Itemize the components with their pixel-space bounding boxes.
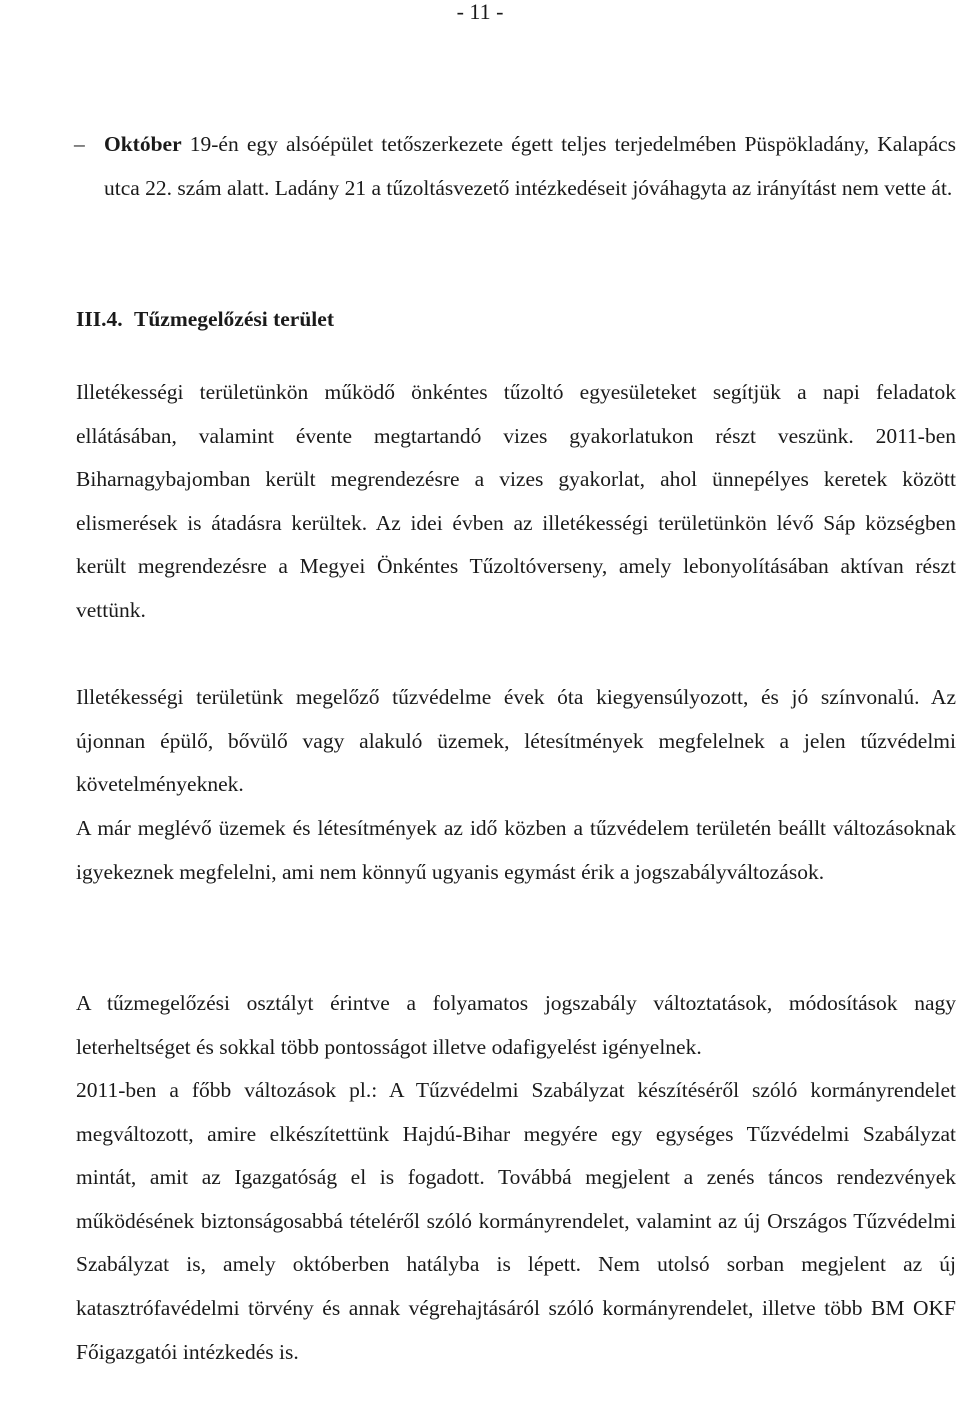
- section-number: III.4.: [76, 307, 123, 331]
- bullet-dash: –: [74, 132, 85, 156]
- bullet-text: [104, 123, 956, 210]
- bullet-lead: Október: [104, 132, 182, 156]
- page-number: - 11 -: [456, 0, 504, 24]
- bullet-item-october: [74, 123, 956, 210]
- section-title: Tűzmegelőzési terület: [134, 307, 334, 331]
- bullet-body: 19-én egy alsóépület tetőszerkezete égett teljes terjedelmében Püspökladány, Kalapács utca 22. szám alatt. Ladány 21 a tűzoltásvezető intézkedéseit jóváhagyta az irányítást nem vette át.: [104, 132, 956, 200]
- section-heading: [76, 298, 956, 341]
- paragraph-department-workload: A tűzmegelőzési osztályt érintve a folyamatos jogszabály változtatások, módosítások nagy leterheltséget és sokkal több pontosságot illetve odafigyelést igényelnek.: [76, 991, 956, 1059]
- paragraph-existing-facilities: A már meglévő üzemek és létesítmények az idő közben a tűzvédelem területén beállt változásoknak igyekeznek megfelelni, ami nem könnyű ugyanis egymást érik a jogszabályváltozások.: [76, 816, 956, 884]
- paragraph-2011-changes: 2011-ben a főbb változások pl.: A Tűzvédelmi Szabályzat készítéséről szóló kormányrendelet megváltozott, amire elkészítettünk Hajdú-Bihar megyére egy egységes Tűzvédelmi Szabályzat mintát, amit az Igazgatóság el is fogadott. Továbbá megjelent a zenés táncos rendezvények működésének biztonságosabbá tételéről szóló kormányrendelet, valamint az új Országos Tűzvédelmi Szabályzat is, amely októberben hatályba is lépett. Nem utolsó sorban megjelent az új katasztrófavédelmi törvény és annak végrehajtásáról szóló kormányrendelet, illetve több BM OKF Főigazgatói intézkedés is.: [76, 1078, 956, 1364]
- paragraph-volunteer-associations: Illetékességi területünkön működő önkéntes tűzoltó egyesületeket segítjük a napi feladatok ellátásában, valamint évente megtartandó vizes gyakorlatukon részt veszünk. 2011-ben Biharnagybajomban került megrendezésre a vizes gyakorlat, ahol ünnepélyes keretek között elismerések is átadásra kerültek. Az idei évben az illetékességi területünkön lévő Sáp községben került megrendezésre a Megyei Önkéntes Tűzoltóverseny, amely lebonyolításában aktívan részt vettünk.: [76, 380, 956, 622]
- paragraph-fire-prevention-level: Illetékességi területünk megelőző tűzvédelme évek óta kiegyensúlyozott, és jó színvonalú. Az újonnan épülő, bővülő vagy alakuló üzemek, létesítmények megfelelnek a jelen tűzvédelmi követelményeknek.: [76, 685, 956, 797]
